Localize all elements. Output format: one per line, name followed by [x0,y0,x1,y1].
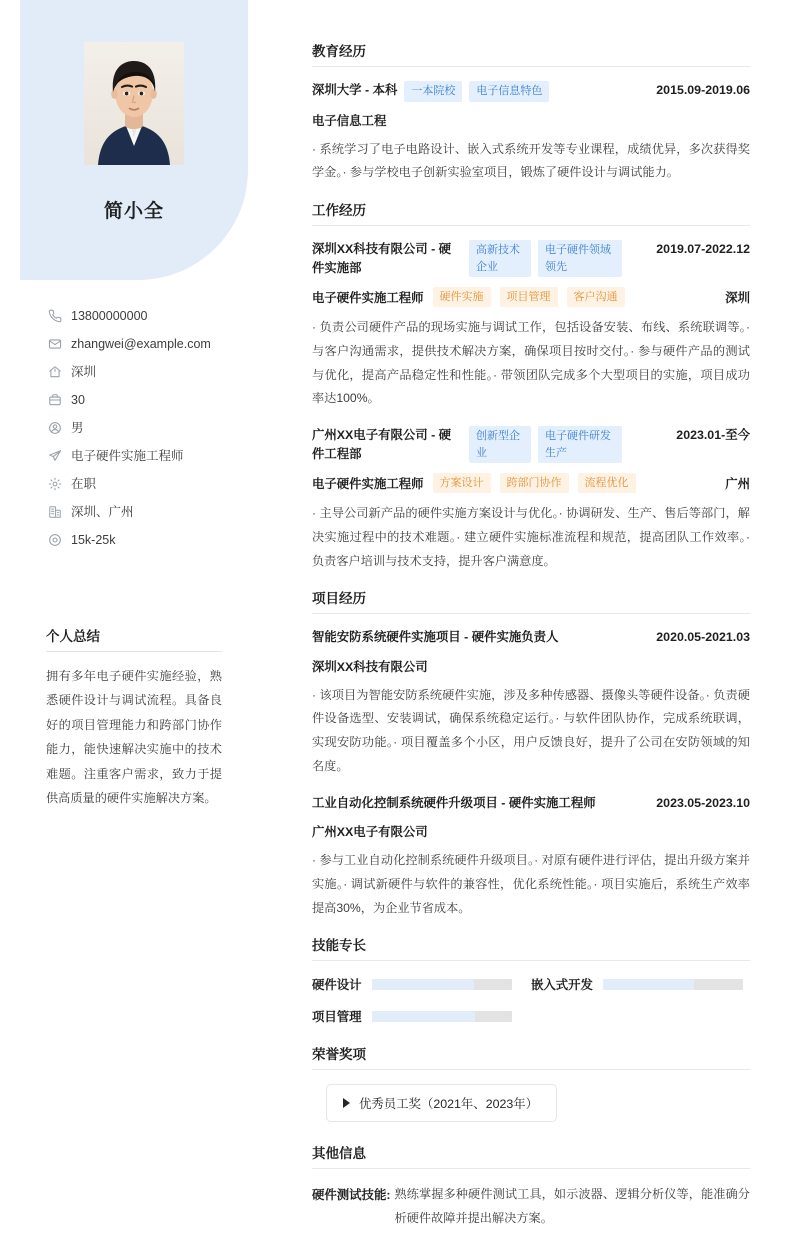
skill-progress-fill [372,979,474,990]
contact-item-cities [48,498,278,526]
contact-item-status [48,470,278,498]
project-title: 工业自动化控制系统硬件升级项目 - 硬件实施工程师 [312,795,596,810]
project-title: 智能安防系统硬件实施项目 - 硬件实施负责人 [312,630,559,645]
skill-tag: 客户沟通 [567,287,625,308]
sidebar [0,0,290,1146]
skill-progress-fill [372,1011,476,1022]
contact-item-position [48,442,278,470]
contact-value: 30 [71,392,85,407]
work-city: 广州 [725,476,750,491]
work-description: · 主导公司新产品的硬件实施方案设计与优化。· 协调研发、生产、售后等部门，解决实施过程中的技术难题。· 建立硬件实施标准流程和规范，提高团队工作效率。· 负责客户培训与技术支持，提升客户满意度。 [312,506,750,568]
other-info-key: 硬件测试技能: [312,1188,391,1203]
education-entry [312,81,750,185]
contact-item-phone [48,302,278,330]
section-title: 工作经历 [312,199,750,226]
company-tag: 电子硬件领域领先 [538,240,622,277]
skill-tag: 跨部门协作 [500,473,569,494]
mail-icon [48,337,62,351]
photo-panel [20,0,248,280]
award-item[interactable] [326,1084,557,1122]
education-description: · 系统学习了电子电路设计、嵌入式系统开发等专业课程，成绩优异，多次获得奖学金。· 参与学校电子创新实验室项目，锻炼了硬件设计与调试能力。 [312,141,750,180]
project-date: 2020.05-2021.03 [656,630,750,645]
other-info-value: 熟练掌握多种硬件测试工具，如示波器、逻辑分析仪等，能准确分析硬件故障并提出解决方案。 [394,1187,750,1226]
skill-progress-bar [372,1011,512,1022]
project-description: · 该项目为智能安防系统硬件实施，涉及多种传感器、摄像头等硬件设备。· 负责硬件设备选型、安装调试，确保系统稳定运行。· 与软件团队协作，完成系统联调，实现安防功能。· 项目覆盖多个小区，用户反馈良好，提升了公司在安防领域的知名度。 [312,687,750,773]
work-city: 深圳 [725,290,750,305]
skill-label: 嵌入式开发 [531,978,593,993]
work-description: · 负责公司硬件产品的现场实施与调试工作，包括设备安装、布线、系统联调等。· 与客户沟通需求，提供技术解决方案，确保项目按时交付。· 参与硬件产品的测试与优化，提高产品稳定性和性能。· 带领团队完成多个大型项目的实施，项目成功率达100%。 [312,320,750,406]
contact-value: 15k-25k [71,532,116,547]
section-other-info [312,1142,750,1231]
contact-value: 男 [71,420,84,435]
skill-tag: 流程优化 [578,473,636,494]
other-info-item [312,1183,750,1231]
contact-item-age [48,386,278,414]
contact-item-salary [48,526,278,554]
school-name: 深圳大学 - 本科 [312,83,398,97]
section-education [312,0,750,185]
section-awards [312,1043,750,1122]
section-projects [312,587,750,920]
contact-value: 13800000000 [71,308,148,323]
project-company: 深圳XX科技有限公司 [312,659,428,674]
company-tag: 高新技术企业 [469,240,531,277]
contact-item-location [48,358,278,386]
company-name: 深圳XX科技有限公司 - 硬件实施部 [312,242,452,276]
contact-value: 深圳 [71,364,97,379]
education-date: 2015.09-2019.06 [656,83,750,97]
paper-plane-icon [48,449,62,463]
skill-tag: 项目管理 [500,287,558,308]
education-major: 电子信息工程 [312,113,387,128]
project-description: · 参与工业自动化控制系统硬件升级项目。· 对原有硬件进行评估，提出升级方案并实施。· 调试新硬件与软件的兼容性，优化系统性能。· 项目实施后，系统生产效率提高30%，为企业节省成本。 [312,852,750,915]
project-entry [312,794,750,921]
home-icon [48,365,62,379]
play-triangle-icon [343,1098,350,1108]
skill-item [312,1007,531,1025]
project-company: 广州XX电子有限公司 [312,824,428,839]
project-date: 2023.05-2023.10 [656,795,750,810]
skill-progress-fill [603,979,694,990]
job-title: 电子硬件实施工程师 [312,290,424,305]
skill-progress-bar [603,979,743,990]
work-entry [312,426,750,573]
job-title: 电子硬件实施工程师 [312,476,424,491]
contact-list [48,302,278,554]
project-entry [312,628,750,778]
work-date: 2023.01-至今 [676,428,750,443]
building-icon [48,505,62,519]
contact-item-gender [48,414,278,442]
contact-value: 电子硬件实施工程师 [71,448,184,463]
section-title: 项目经历 [312,587,750,614]
company-tag: 电子硬件研发生产 [538,426,622,463]
skill-tag: 方案设计 [433,473,491,494]
skill-progress-bar [372,979,512,990]
summary-title: 个人总结 [46,625,222,652]
target-icon [48,533,62,547]
phone-icon [48,309,62,323]
work-entry [312,240,750,411]
contact-item-email [48,330,278,358]
briefcase-icon [48,393,62,407]
section-title: 荣誉奖项 [312,1043,750,1070]
gender-icon [48,421,62,435]
section-title: 教育经历 [312,40,750,67]
award-label: 优秀员工奖（2021年、2023年） [359,1097,539,1112]
work-date: 2019.07-2022.12 [656,242,750,257]
education-tag: 一本院校 [404,81,462,102]
section-title: 技能专长 [312,934,750,961]
contact-value: zhangwei@example.com [71,336,211,351]
skill-grid [312,975,750,1039]
person-name: 简小全 [103,201,164,222]
company-name: 广州XX电子有限公司 - 硬件工程部 [312,428,452,462]
skill-item [312,975,531,993]
skill-item [531,975,750,993]
personal-summary-block [46,625,222,810]
section-title: 其他信息 [312,1142,750,1169]
gear-icon [48,477,62,491]
contact-value: 深圳、广州 [71,504,134,519]
main-content [312,0,750,1235]
skill-tag: 硬件实施 [433,287,491,308]
section-work [312,199,750,573]
avatar [84,42,184,165]
section-skills [312,934,750,1039]
education-tag: 电子信息特色 [469,81,549,102]
summary-text: 拥有多年电子硬件实施经验，熟悉硬件设计与调试流程。具备良好的项目管理能力和跨部门协作能力，能快速解决实施中的技术难题。注重客户需求，致力于提供高质量的硬件实施解决方案。 [46,669,222,806]
skill-label: 硬件设计 [312,978,362,993]
contact-value: 在职 [71,476,97,491]
company-tag: 创新型企业 [469,426,531,463]
skill-label: 项目管理 [312,1010,362,1025]
